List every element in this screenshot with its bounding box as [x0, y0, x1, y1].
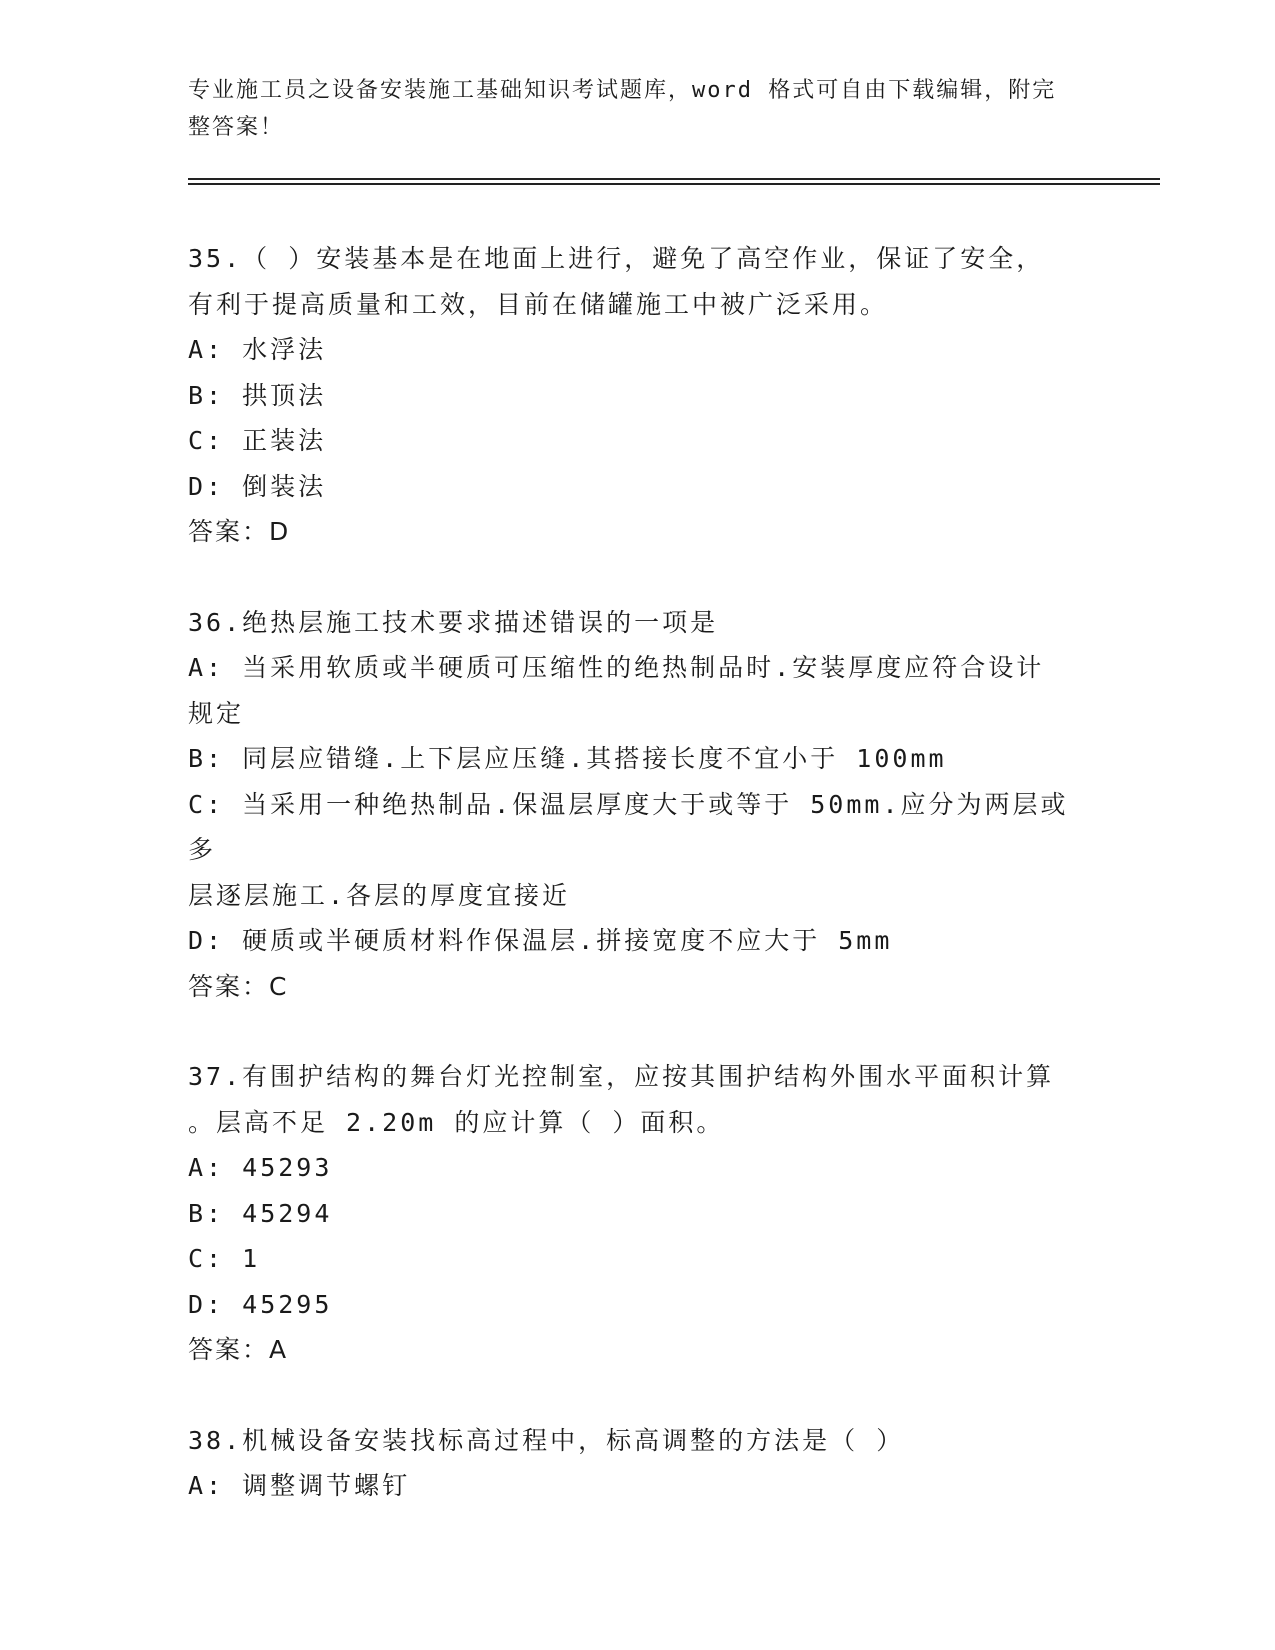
question-stem-continued: 有利于提高质量和工效，目前在储罐施工中被广泛采用。	[188, 289, 889, 319]
question-36	[188, 600, 1088, 1010]
question-38	[188, 1418, 1088, 1509]
option-a: A: 水浮法	[188, 335, 327, 364]
question-stem: 35.（ ）安装基本是在地面上进行，避免了高空作业，保证了安全，	[188, 244, 1045, 273]
option-c: C: 正装法	[188, 426, 327, 455]
question-stem-continued: 。层高不足 2.20m 的应计算（ ）面积。	[188, 1107, 725, 1137]
question-37	[188, 1054, 1088, 1373]
answer-label: 答案：D	[188, 517, 291, 546]
option-d: D: 45295	[188, 1289, 333, 1319]
option-c-continued: 层逐层施工.各层的厚度宜接近	[188, 880, 571, 910]
option-b: B: 同层应错缝.上下层应压缝.其搭接长度不宜小于 100mm	[188, 744, 947, 773]
option-b: B: 拱顶法	[188, 380, 327, 410]
header-line-2: 整答案！	[188, 115, 285, 140]
header-divider-top	[188, 178, 1160, 180]
header-divider-bottom	[188, 183, 1160, 185]
question-stem: 37.有围护结构的舞台灯光控制室，应按其围护结构外围水平面积计算	[188, 1062, 1055, 1091]
header-line-1: 专业施工员之设备安装施工基础知识考试题库，word 格式可自由下载编辑，附完	[188, 78, 1057, 103]
option-d: D: 硬质或半硬质材料作保温层.拼接宽度不应大于 5mm	[188, 926, 893, 955]
document-header	[188, 72, 1068, 146]
option-d: D: 倒装法	[188, 471, 327, 501]
answer-label: 答案：A	[188, 1335, 289, 1364]
option-a: A: 45293	[188, 1153, 333, 1182]
option-c: C: 1	[188, 1244, 261, 1273]
answer-label: 答案：C	[188, 971, 289, 1001]
option-a-continued: 规定	[188, 698, 245, 728]
option-a: A: 调整调节螺钉	[188, 1471, 411, 1500]
question-stem: 38.机械设备安装找标高过程中，标高调整的方法是（ ）	[188, 1425, 905, 1455]
question-stem: 36.绝热层施工技术要求描述错误的一项是	[188, 607, 719, 637]
option-a: A: 当采用软质或半硬质可压缩性的绝热制品时.安装厚度应符合设计	[188, 653, 1045, 682]
option-c: C: 当采用一种绝热制品.保温层厚度大于或等于 50mm.应分为两层或多	[188, 789, 1069, 864]
question-35	[188, 236, 1088, 555]
question-list	[188, 236, 1088, 1554]
option-b: B: 45294	[188, 1198, 333, 1228]
